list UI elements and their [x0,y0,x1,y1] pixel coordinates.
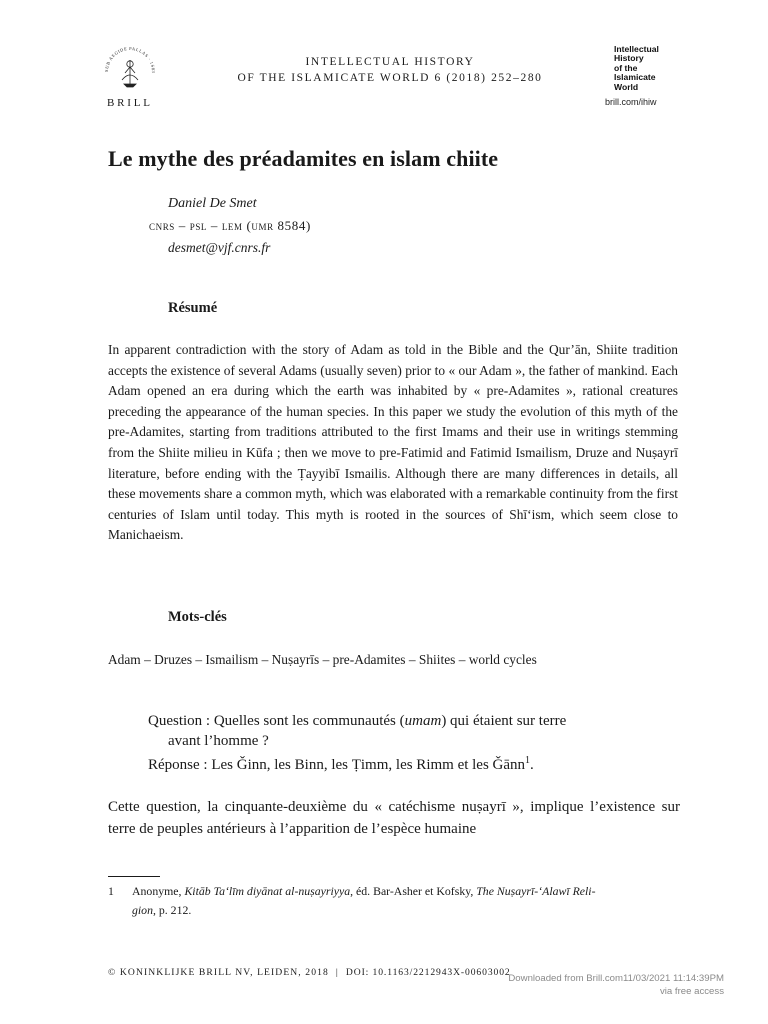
journal-issue-line: OF THE ISLAMICATE WORLD 6 (2018) 252–280 [237,72,543,84]
footer-separator: | [335,967,339,978]
journal-logo-line: Intellectual [614,44,659,54]
author-email-link[interactable]: desmet@vjf.cnrs.fr [168,240,271,255]
keywords-list: Adam – Druzes – Ismailism – Nuṣayrīs – pre-Adamites – Shiites – world cycles [108,652,537,667]
journal-logo-line: World [614,81,639,92]
question-italic-term: umam [404,713,442,729]
journal-url-link[interactable]: brill.com/ihiw [605,97,657,107]
journal-logo-line: of the [614,62,638,73]
journal-header [210,54,570,86]
footnote-mid: , éd. Bar-Asher et Kofsky, [350,884,477,898]
answer-end: . [530,757,534,773]
author-affiliation [149,218,311,234]
footnote-line-1 [108,882,683,901]
svg-text:SUB AEGIDE PALLAS · 1683 · LUG [100,40,156,74]
footnote-line-2 [108,901,683,920]
footnote-ref-link[interactable]: 1 [525,755,531,766]
access-text: via free access [660,986,724,997]
article-title: Le mythe des préadamites en islam chiite [108,146,499,171]
copyright-line [108,967,511,978]
footnote-second-title: The Nuṣayrī-‘Alawī Reli- [476,884,596,898]
keywords-heading: Mots-clés [168,609,227,625]
publisher-wordmark: BRILL [107,97,153,109]
footnote-work-title: Kitāb Ta‘līm diyānat al-nuṣayriyya [184,884,351,898]
epigraph-answer [148,751,688,775]
footnote-page: , p. 212. [152,903,192,917]
journal-title-line: INTELLECTUAL HISTORY [305,56,475,68]
journal-logo-line: History [614,53,644,64]
epigraph [148,711,688,775]
downloaded-text: Downloaded from Brill.com11/03/2021 11:14:39PM [508,973,724,984]
body-paragraph: Cette question, la cinquante-deuxième du « catéchisme nuṣayrī », implique l’existence sur terre de peuples antérieurs à l’apparition de l’espèce humaine [108,799,680,837]
affiliation-text: cnrs – psl – lem (umr 8584) [149,218,311,233]
copyright-text: © KONINKLIJKE BRILL NV, LEIDEN, 2018 [108,967,329,978]
download-watermark [508,972,724,998]
journal-logo-line: Islamicate [614,72,656,83]
abstract-text: In apparent contradiction with the story of Adam as told in the Bible and the Qur’ān, Shiite tradition accepts the existence of several Adams (usually seven) prior to « our Adam », the father of mankind. Each Adam opened an era during which the earth was inhabited by « pre-Adamites », rational creatures preceding the appearance of the human species. In this paper we study the evolution of this myth of the pre-Adamites, starting from traditions attributed to the first Imams and their use in writings stemming from the Shiite milieu in Kūfa ; then we move to pre-Fatimid and Fatimid Ismailism, Druze and Nuṣayrī literature, before ending with the Ṭayyibī Ismailis. Although there are many differences in details, all these movements share a common myth, which was elaborated with a remarkable continuity from the first centuries of Islam until today. This myth is rooted in the sources of Shī‘ism, which seem close to Manichaeism. [108,342,678,543]
brill-seal-icon [100,40,160,100]
question-line-2: avant l’homme ? [168,733,269,749]
question-text-end: ) qui étaient sur terre [441,713,567,729]
seal-text: SUB AEGIDE PALLAS · 1683 [103,45,157,74]
answer-text: Réponse : Les Ǧinn, les Binn, les Ṭimm, les Rimm et les Ǧānn [148,757,526,773]
footnote [108,882,683,920]
abstract-heading: Résumé [168,300,218,316]
question-text-start: Question : Quelles sont les communautés ( [148,713,405,729]
footnote-second-title-end: gion [132,903,153,917]
epigraph-question [148,711,688,731]
doi-link[interactable]: DOI: 10.1163/2212943X-00603002 [345,967,511,978]
footnote-number: 1 [108,884,114,898]
journal-logo [614,45,659,92]
author-name: Daniel De Smet [168,196,257,211]
footnote-divider [108,876,160,877]
footnote-pre: Anonyme, [132,884,185,898]
